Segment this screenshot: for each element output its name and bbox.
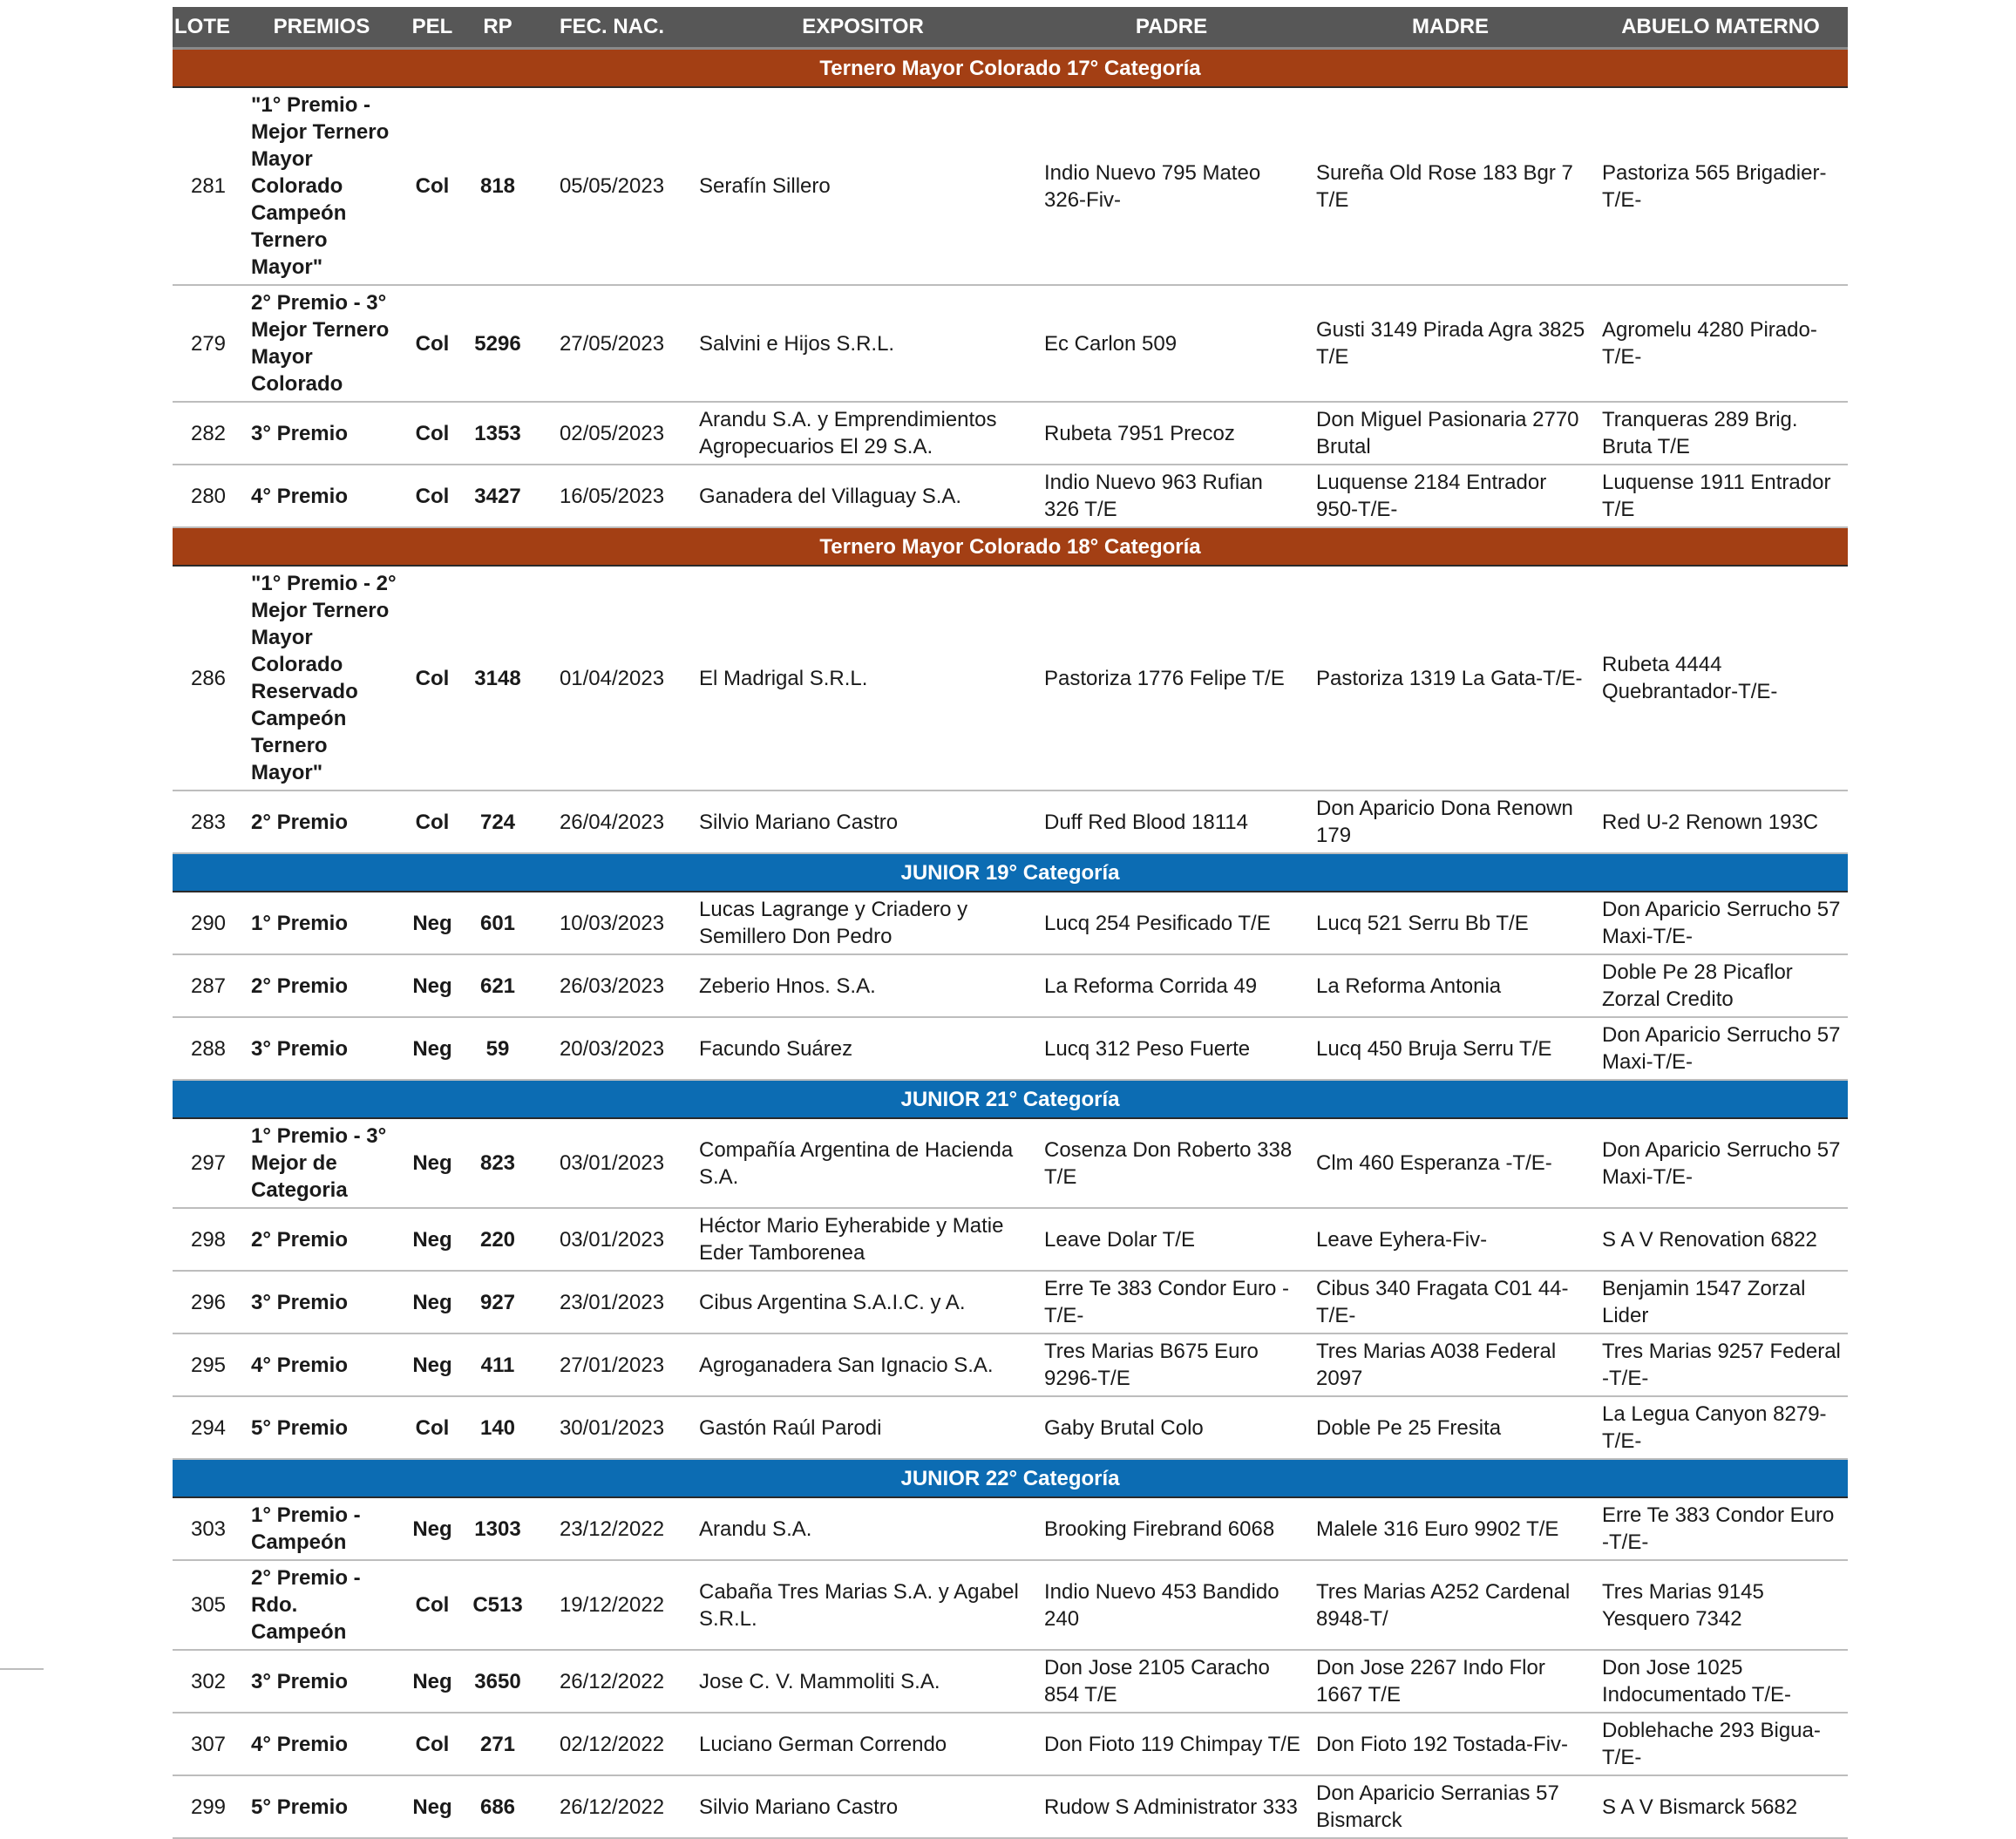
cell-premios: 4° Premio bbox=[241, 465, 403, 527]
cell-padre: Tres Marias B675 Euro 9296-T/E bbox=[1035, 1333, 1307, 1396]
cell-rp: 724 bbox=[462, 791, 533, 853]
cell-padre: Indio Nuevo 963 Rufian 326 T/E bbox=[1035, 465, 1307, 527]
cell-rp: 927 bbox=[462, 1271, 533, 1333]
column-header-abuelo-materno: ABUELO MATERNO bbox=[1593, 7, 1848, 49]
cell-fec: 05/05/2023 bbox=[533, 87, 690, 285]
cell-rp: 3427 bbox=[462, 465, 533, 527]
cell-madre: Don Fioto 192 Tostada-Fiv- bbox=[1307, 1713, 1593, 1775]
cell-rp: 686 bbox=[462, 1775, 533, 1838]
cell-rp: 601 bbox=[462, 892, 533, 954]
cell-premios: 2° Premio bbox=[241, 1208, 403, 1271]
cell-expositor: Silvio Mariano Castro bbox=[690, 791, 1035, 853]
table-row bbox=[173, 1271, 1848, 1333]
cell-lote: 286 bbox=[173, 566, 241, 791]
table-body bbox=[173, 49, 1848, 1839]
cell-fec: 19/12/2022 bbox=[533, 1560, 690, 1650]
cell-lote: 297 bbox=[173, 1118, 241, 1208]
cell-expositor: Facundo Suárez bbox=[690, 1017, 1035, 1080]
category-row bbox=[173, 527, 1848, 566]
cell-rp: 140 bbox=[462, 1396, 533, 1459]
cell-pel: Col bbox=[403, 285, 462, 402]
cell-pel: Col bbox=[403, 566, 462, 791]
table-row bbox=[173, 465, 1848, 527]
cell-expositor: Cabaña Tres Marias S.A. y Agabel S.R.L. bbox=[690, 1560, 1035, 1650]
cell-lote: 294 bbox=[173, 1396, 241, 1459]
cell-pel: Neg bbox=[403, 1208, 462, 1271]
cell-lote: 281 bbox=[173, 87, 241, 285]
cell-abuelo: Benjamin 1547 Zorzal Lider bbox=[1593, 1271, 1848, 1333]
cell-premios: "1° Premio - Mejor Ternero Mayor Colorado Campeón Ternero Mayor" bbox=[241, 87, 403, 285]
cell-premios: 1° Premio - 3° Mejor de Categoria bbox=[241, 1118, 403, 1208]
cell-fec: 30/01/2023 bbox=[533, 1396, 690, 1459]
cell-abuelo: Don Jose 1025 Indocumentado T/E- bbox=[1593, 1650, 1848, 1713]
cell-expositor: Ganadera del Villaguay S.A. bbox=[690, 465, 1035, 527]
table-row bbox=[173, 1017, 1848, 1080]
cell-fec: 26/12/2022 bbox=[533, 1650, 690, 1713]
table-row bbox=[173, 1333, 1848, 1396]
cell-premios: 2° Premio - Rdo. Campeón bbox=[241, 1560, 403, 1650]
cell-padre: Duff Red Blood 18114 bbox=[1035, 791, 1307, 853]
cell-fec: 03/01/2023 bbox=[533, 1118, 690, 1208]
cell-fec: 16/05/2023 bbox=[533, 465, 690, 527]
cell-fec: 20/03/2023 bbox=[533, 1017, 690, 1080]
cell-padre: Gaby Brutal Colo bbox=[1035, 1396, 1307, 1459]
table-row bbox=[173, 1396, 1848, 1459]
column-header-pel: PEL bbox=[403, 7, 462, 49]
cell-rp: 823 bbox=[462, 1118, 533, 1208]
cell-abuelo: Erre Te 383 Condor Euro -T/E- bbox=[1593, 1497, 1848, 1560]
cell-expositor: Silvio Mariano Castro bbox=[690, 1775, 1035, 1838]
cell-lote: 303 bbox=[173, 1497, 241, 1560]
category-row bbox=[173, 853, 1848, 892]
table-row bbox=[173, 1118, 1848, 1208]
cell-premios: 3° Premio bbox=[241, 1650, 403, 1713]
cell-pel: Col bbox=[403, 1560, 462, 1650]
cell-expositor: Luciano German Correndo bbox=[690, 1713, 1035, 1775]
cell-padre: Ec Carlon 509 bbox=[1035, 285, 1307, 402]
cell-padre: Leave Dolar T/E bbox=[1035, 1208, 1307, 1271]
table-row bbox=[173, 791, 1848, 853]
cell-padre: Rudow S Administrator 333 bbox=[1035, 1775, 1307, 1838]
cell-rp: 1353 bbox=[462, 402, 533, 465]
cell-abuelo: S A V Bismarck 5682 bbox=[1593, 1775, 1848, 1838]
page-bottom-rule bbox=[0, 1668, 44, 1670]
category-row bbox=[173, 49, 1848, 88]
cell-lote: 307 bbox=[173, 1713, 241, 1775]
cell-lote: 302 bbox=[173, 1650, 241, 1713]
cell-pel: Neg bbox=[403, 1118, 462, 1208]
cell-rp: 621 bbox=[462, 954, 533, 1017]
table-header bbox=[173, 7, 1848, 49]
cell-expositor: Arandu S.A. bbox=[690, 1497, 1035, 1560]
cell-fec: 26/12/2022 bbox=[533, 1775, 690, 1838]
category-row bbox=[173, 1459, 1848, 1497]
cell-abuelo: Rubeta 4444 Quebrantador-T/E- bbox=[1593, 566, 1848, 791]
cell-padre: Pastoriza 1776 Felipe T/E bbox=[1035, 566, 1307, 791]
cell-madre: Luquense 2184 Entrador 950-T/E- bbox=[1307, 465, 1593, 527]
cell-madre: Don Aparicio Serranias 57 Bismarck bbox=[1307, 1775, 1593, 1838]
cell-lote: 279 bbox=[173, 285, 241, 402]
cell-rp: 271 bbox=[462, 1713, 533, 1775]
cell-fec: 01/04/2023 bbox=[533, 566, 690, 791]
cell-padre: Erre Te 383 Condor Euro -T/E- bbox=[1035, 1271, 1307, 1333]
cell-rp: 220 bbox=[462, 1208, 533, 1271]
cell-rp: C513 bbox=[462, 1560, 533, 1650]
cell-expositor: Serafín Sillero bbox=[690, 87, 1035, 285]
cell-pel: Col bbox=[403, 87, 462, 285]
category-title: Ternero Mayor Colorado 18° Categoría bbox=[173, 527, 1848, 566]
cell-fec: 26/04/2023 bbox=[533, 791, 690, 853]
cell-premios: 2° Premio - 3° Mejor Ternero Mayor Colorado bbox=[241, 285, 403, 402]
cell-padre: Don Fioto 119 Chimpay T/E bbox=[1035, 1713, 1307, 1775]
cell-premios: 4° Premio bbox=[241, 1333, 403, 1396]
cell-madre: Pastoriza 1319 La Gata-T/E- bbox=[1307, 566, 1593, 791]
cell-pel: Neg bbox=[403, 1271, 462, 1333]
cell-madre: Cibus 340 Fragata C01 44-T/E- bbox=[1307, 1271, 1593, 1333]
cell-lote: 280 bbox=[173, 465, 241, 527]
cell-lote: 295 bbox=[173, 1333, 241, 1396]
cell-pel: Neg bbox=[403, 1497, 462, 1560]
cell-lote: 287 bbox=[173, 954, 241, 1017]
cell-fec: 02/12/2022 bbox=[533, 1713, 690, 1775]
cell-abuelo: Luquense 1911 Entrador T/E bbox=[1593, 465, 1848, 527]
cell-expositor: Héctor Mario Eyherabide y Matie Eder Tamborenea bbox=[690, 1208, 1035, 1271]
cell-madre: Don Jose 2267 Indo Flor 1667 T/E bbox=[1307, 1650, 1593, 1713]
cell-premios: 2° Premio bbox=[241, 791, 403, 853]
cell-abuelo: Don Aparicio Serrucho 57 Maxi-T/E- bbox=[1593, 1118, 1848, 1208]
cell-expositor: Salvini e Hijos S.R.L. bbox=[690, 285, 1035, 402]
cell-fec: 23/12/2022 bbox=[533, 1497, 690, 1560]
cell-rp: 5296 bbox=[462, 285, 533, 402]
column-header-fec-nac: FEC. NAC. bbox=[533, 7, 690, 49]
cell-madre: Clm 460 Esperanza -T/E- bbox=[1307, 1118, 1593, 1208]
cell-abuelo: Doble Pe 28 Picaflor Zorzal Credito bbox=[1593, 954, 1848, 1017]
table-row bbox=[173, 1497, 1848, 1560]
cell-premios: 4° Premio bbox=[241, 1713, 403, 1775]
category-title: JUNIOR 21° Categoría bbox=[173, 1080, 1848, 1118]
cell-fec: 23/01/2023 bbox=[533, 1271, 690, 1333]
table-row bbox=[173, 285, 1848, 402]
cell-abuelo: Doblehache 293 Bigua-T/E- bbox=[1593, 1713, 1848, 1775]
cell-pel: Col bbox=[403, 465, 462, 527]
cell-madre: Don Miguel Pasionaria 2770 Brutal bbox=[1307, 402, 1593, 465]
cell-pel: Col bbox=[403, 1713, 462, 1775]
table-row bbox=[173, 1560, 1848, 1650]
column-header-rp: RP bbox=[462, 7, 533, 49]
cell-padre: Brooking Firebrand 6068 bbox=[1035, 1497, 1307, 1560]
cell-premios: 3° Premio bbox=[241, 1271, 403, 1333]
cell-pel: Col bbox=[403, 791, 462, 853]
cell-lote: 283 bbox=[173, 791, 241, 853]
category-title: JUNIOR 22° Categoría bbox=[173, 1459, 1848, 1497]
table-row bbox=[173, 402, 1848, 465]
cell-pel: Neg bbox=[403, 1775, 462, 1838]
cell-fec: 02/05/2023 bbox=[533, 402, 690, 465]
cell-expositor: Agroganadera San Ignacio S.A. bbox=[690, 1333, 1035, 1396]
cell-madre: Don Aparicio Dona Renown 179 bbox=[1307, 791, 1593, 853]
cell-abuelo: Don Aparicio Serrucho 57 Maxi-T/E- bbox=[1593, 892, 1848, 954]
cell-madre: Tres Marias A038 Federal 2097 bbox=[1307, 1333, 1593, 1396]
cell-premios: 2° Premio bbox=[241, 954, 403, 1017]
cell-expositor: El Madrigal S.R.L. bbox=[690, 566, 1035, 791]
cell-rp: 3148 bbox=[462, 566, 533, 791]
cell-expositor: Jose C. V. Mammoliti S.A. bbox=[690, 1650, 1035, 1713]
cell-fec: 27/01/2023 bbox=[533, 1333, 690, 1396]
cell-abuelo: Don Aparicio Serrucho 57 Maxi-T/E- bbox=[1593, 1017, 1848, 1080]
category-title: Ternero Mayor Colorado 17° Categoría bbox=[173, 49, 1848, 88]
table-row bbox=[173, 892, 1848, 954]
table-row bbox=[173, 1713, 1848, 1775]
results-sheet bbox=[173, 7, 1848, 1839]
cell-padre: Cosenza Don Roberto 338 T/E bbox=[1035, 1118, 1307, 1208]
cell-madre: Tres Marias A252 Cardenal 8948-T/ bbox=[1307, 1560, 1593, 1650]
cell-abuelo: Tres Marias 9145 Yesquero 7342 bbox=[1593, 1560, 1848, 1650]
cell-madre: Gusti 3149 Pirada Agra 3825 T/E bbox=[1307, 285, 1593, 402]
cell-pel: Col bbox=[403, 402, 462, 465]
cell-premios: 3° Premio bbox=[241, 1017, 403, 1080]
cell-premios: 5° Premio bbox=[241, 1396, 403, 1459]
cell-expositor: Arandu S.A. y Emprendimientos Agropecuarios El 29 S.A. bbox=[690, 402, 1035, 465]
cell-lote: 296 bbox=[173, 1271, 241, 1333]
cell-pel: Neg bbox=[403, 1333, 462, 1396]
cell-abuelo: Pastoriza 565 Brigadier-T/E- bbox=[1593, 87, 1848, 285]
cell-madre: Lucq 521 Serru Bb T/E bbox=[1307, 892, 1593, 954]
table-row bbox=[173, 87, 1848, 285]
cell-rp: 1303 bbox=[462, 1497, 533, 1560]
cell-premios: 1° Premio - Campeón bbox=[241, 1497, 403, 1560]
table-row bbox=[173, 566, 1848, 791]
cell-premios: 3° Premio bbox=[241, 402, 403, 465]
cell-pel: Neg bbox=[403, 954, 462, 1017]
cell-abuelo: Tres Marias 9257 Federal -T/E- bbox=[1593, 1333, 1848, 1396]
cell-abuelo: Red U-2 Renown 193C bbox=[1593, 791, 1848, 853]
cell-madre: Leave Eyhera-Fiv- bbox=[1307, 1208, 1593, 1271]
cell-premios: 5° Premio bbox=[241, 1775, 403, 1838]
cell-pel: Neg bbox=[403, 1650, 462, 1713]
cell-expositor: Compañía Argentina de Hacienda S.A. bbox=[690, 1118, 1035, 1208]
cell-pel: Neg bbox=[403, 1017, 462, 1080]
table-row bbox=[173, 954, 1848, 1017]
category-title: JUNIOR 19° Categoría bbox=[173, 853, 1848, 892]
column-header-expositor: EXPOSITOR bbox=[690, 7, 1035, 49]
cell-abuelo: Tranqueras 289 Brig. Bruta T/E bbox=[1593, 402, 1848, 465]
cell-madre: Sureña Old Rose 183 Bgr 7 T/E bbox=[1307, 87, 1593, 285]
cell-lote: 305 bbox=[173, 1560, 241, 1650]
column-header-lote: LOTE bbox=[173, 7, 241, 49]
cell-rp: 59 bbox=[462, 1017, 533, 1080]
cell-expositor: Zeberio Hnos. S.A. bbox=[690, 954, 1035, 1017]
cell-madre: La Reforma Antonia bbox=[1307, 954, 1593, 1017]
column-header-premios: PREMIOS bbox=[241, 7, 403, 49]
cell-madre: Malele 316 Euro 9902 T/E bbox=[1307, 1497, 1593, 1560]
table-row bbox=[173, 1208, 1848, 1271]
cell-pel: Neg bbox=[403, 892, 462, 954]
cell-padre: Indio Nuevo 795 Mateo 326-Fiv- bbox=[1035, 87, 1307, 285]
cell-padre: Indio Nuevo 453 Bandido 240 bbox=[1035, 1560, 1307, 1650]
cell-lote: 290 bbox=[173, 892, 241, 954]
cell-lote: 298 bbox=[173, 1208, 241, 1271]
cell-padre: Lucq 254 Pesificado T/E bbox=[1035, 892, 1307, 954]
cell-premios: 1° Premio bbox=[241, 892, 403, 954]
column-header-padre: PADRE bbox=[1035, 7, 1307, 49]
cell-rp: 411 bbox=[462, 1333, 533, 1396]
cell-padre: Rubeta 7951 Precoz bbox=[1035, 402, 1307, 465]
cell-lote: 288 bbox=[173, 1017, 241, 1080]
cell-lote: 282 bbox=[173, 402, 241, 465]
table-row bbox=[173, 1650, 1848, 1713]
cell-lote: 299 bbox=[173, 1775, 241, 1838]
category-row bbox=[173, 1080, 1848, 1118]
cell-fec: 27/05/2023 bbox=[533, 285, 690, 402]
column-header-madre: MADRE bbox=[1307, 7, 1593, 49]
cell-abuelo: La Legua Canyon 8279-T/E- bbox=[1593, 1396, 1848, 1459]
cell-fec: 10/03/2023 bbox=[533, 892, 690, 954]
cell-expositor: Cibus Argentina S.A.I.C. y A. bbox=[690, 1271, 1035, 1333]
results-table bbox=[173, 7, 1848, 1839]
cell-padre: Don Jose 2105 Caracho 854 T/E bbox=[1035, 1650, 1307, 1713]
cell-abuelo: Agromelu 4280 Pirado-T/E- bbox=[1593, 285, 1848, 402]
cell-fec: 26/03/2023 bbox=[533, 954, 690, 1017]
cell-madre: Doble Pe 25 Fresita bbox=[1307, 1396, 1593, 1459]
cell-padre: La Reforma Corrida 49 bbox=[1035, 954, 1307, 1017]
cell-fec: 03/01/2023 bbox=[533, 1208, 690, 1271]
cell-madre: Lucq 450 Bruja Serru T/E bbox=[1307, 1017, 1593, 1080]
cell-pel: Col bbox=[403, 1396, 462, 1459]
table-row bbox=[173, 1775, 1848, 1838]
cell-padre: Lucq 312 Peso Fuerte bbox=[1035, 1017, 1307, 1080]
cell-premios: "1° Premio - 2° Mejor Ternero Mayor Colorado Reservado Campeón Ternero Mayor" bbox=[241, 566, 403, 791]
cell-expositor: Gastón Raúl Parodi bbox=[690, 1396, 1035, 1459]
cell-expositor: Lucas Lagrange y Criadero y Semillero Don Pedro bbox=[690, 892, 1035, 954]
cell-rp: 3650 bbox=[462, 1650, 533, 1713]
cell-rp: 818 bbox=[462, 87, 533, 285]
cell-abuelo: S A V Renovation 6822 bbox=[1593, 1208, 1848, 1271]
